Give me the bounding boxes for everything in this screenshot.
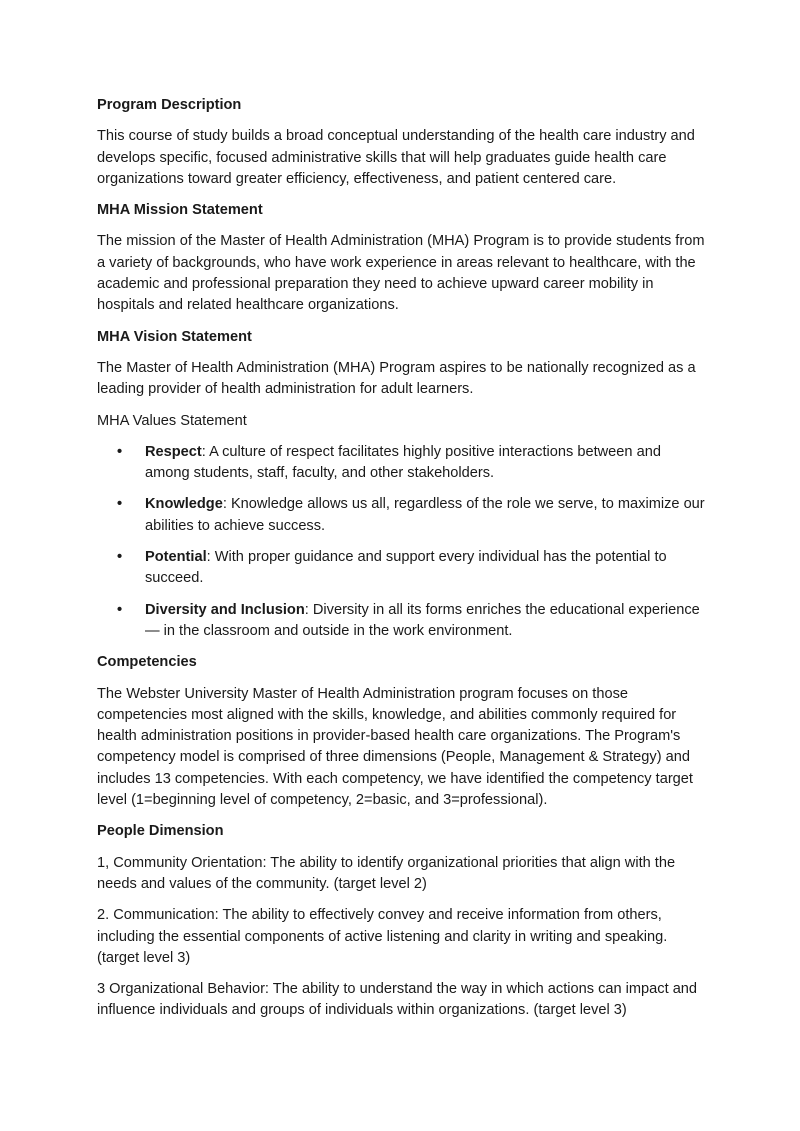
values-text: : Knowledge allows us all, regardless of the role we serve, to maximize our abilities to achieve success. xyxy=(145,496,705,534)
competencies-text: The Webster University Master of Health Administration program focuses on those competencies most aligned with the skills, knowledge, and abilities commonly required for health administration positions in provider-based health care organizations. The Program's competency model is comprised of three dimensions (People, Management & Strategy) and includes 13 competencies. With each competency, we have identified the competency target level (1=beginning level of competency, 2=basic, and 3=professional). xyxy=(97,685,693,809)
values-item-knowledge xyxy=(97,494,707,537)
mission-text: The mission of the Master of Health Administration (MHA) Program is to provide students from a variety of backgrounds, who have work experience in areas relevant to healthcare, with the academic and professional preparation they need to achieve upward career mobility in hospitals and related healthcare organizations. xyxy=(97,233,705,314)
values-term: Respect xyxy=(145,443,202,460)
values-text: : With proper guidance and support every individual has the potential to succeed. xyxy=(145,549,667,587)
values-item-respect xyxy=(97,442,707,485)
program-description-heading: Program Description xyxy=(97,97,242,113)
competency-item: 1, Community Orientation: The ability to identify organizational priorities that align with the needs and values of the community. (target level 2) xyxy=(97,854,676,892)
values-text: : A culture of respect facilitates highly positive interactions between and among students, staff, faculty, and other stakeholders. xyxy=(145,443,661,482)
values-list xyxy=(97,442,707,642)
vision-heading: MHA Vision Statement xyxy=(97,328,252,345)
people-dimension-heading: People Dimension xyxy=(97,823,224,840)
values-text: : Diversity in all its forms enriches the educational experience — in the classroom and outside in the work environment. xyxy=(145,601,700,639)
vision-text: The Master of Health Administration (MHA) Program aspires to be nationally recognized as a leading provider of health administration for adult learners. xyxy=(97,359,696,398)
bullet-icon: • xyxy=(117,496,123,513)
bullet-icon: • xyxy=(117,443,123,460)
bullet-icon: • xyxy=(117,601,123,618)
program-description-text: This course of study builds a broad conceptual understanding of the health care industry and develops specific, focused administrative skills that will help graduates guide health care organizations toward greater efficiency, effectiveness, and patient centered care. xyxy=(97,128,695,187)
document-page xyxy=(97,95,707,1032)
competencies-heading: Competencies xyxy=(97,654,197,671)
competency-item: 2. Communication: The ability to effectively convey and receive information from others, including the essential components of active listening and clarity in writing and speaking. (target level 3) xyxy=(97,907,668,966)
values-term: Diversity and Inclusion xyxy=(145,601,305,618)
values-item-diversity xyxy=(97,600,707,643)
values-heading: MHA Values Statement xyxy=(97,412,247,429)
values-term: Knowledge xyxy=(145,496,223,513)
mission-heading: MHA Mission Statement xyxy=(97,202,263,219)
values-term: Potential xyxy=(145,549,207,566)
values-item-potential xyxy=(97,547,707,590)
competency-item: 3 Organizational Behavior: The ability to understand the way in which actions can impact and influence individuals and groups of individuals within organizations. (target level 3) xyxy=(97,981,698,1019)
bullet-icon: • xyxy=(117,549,123,566)
